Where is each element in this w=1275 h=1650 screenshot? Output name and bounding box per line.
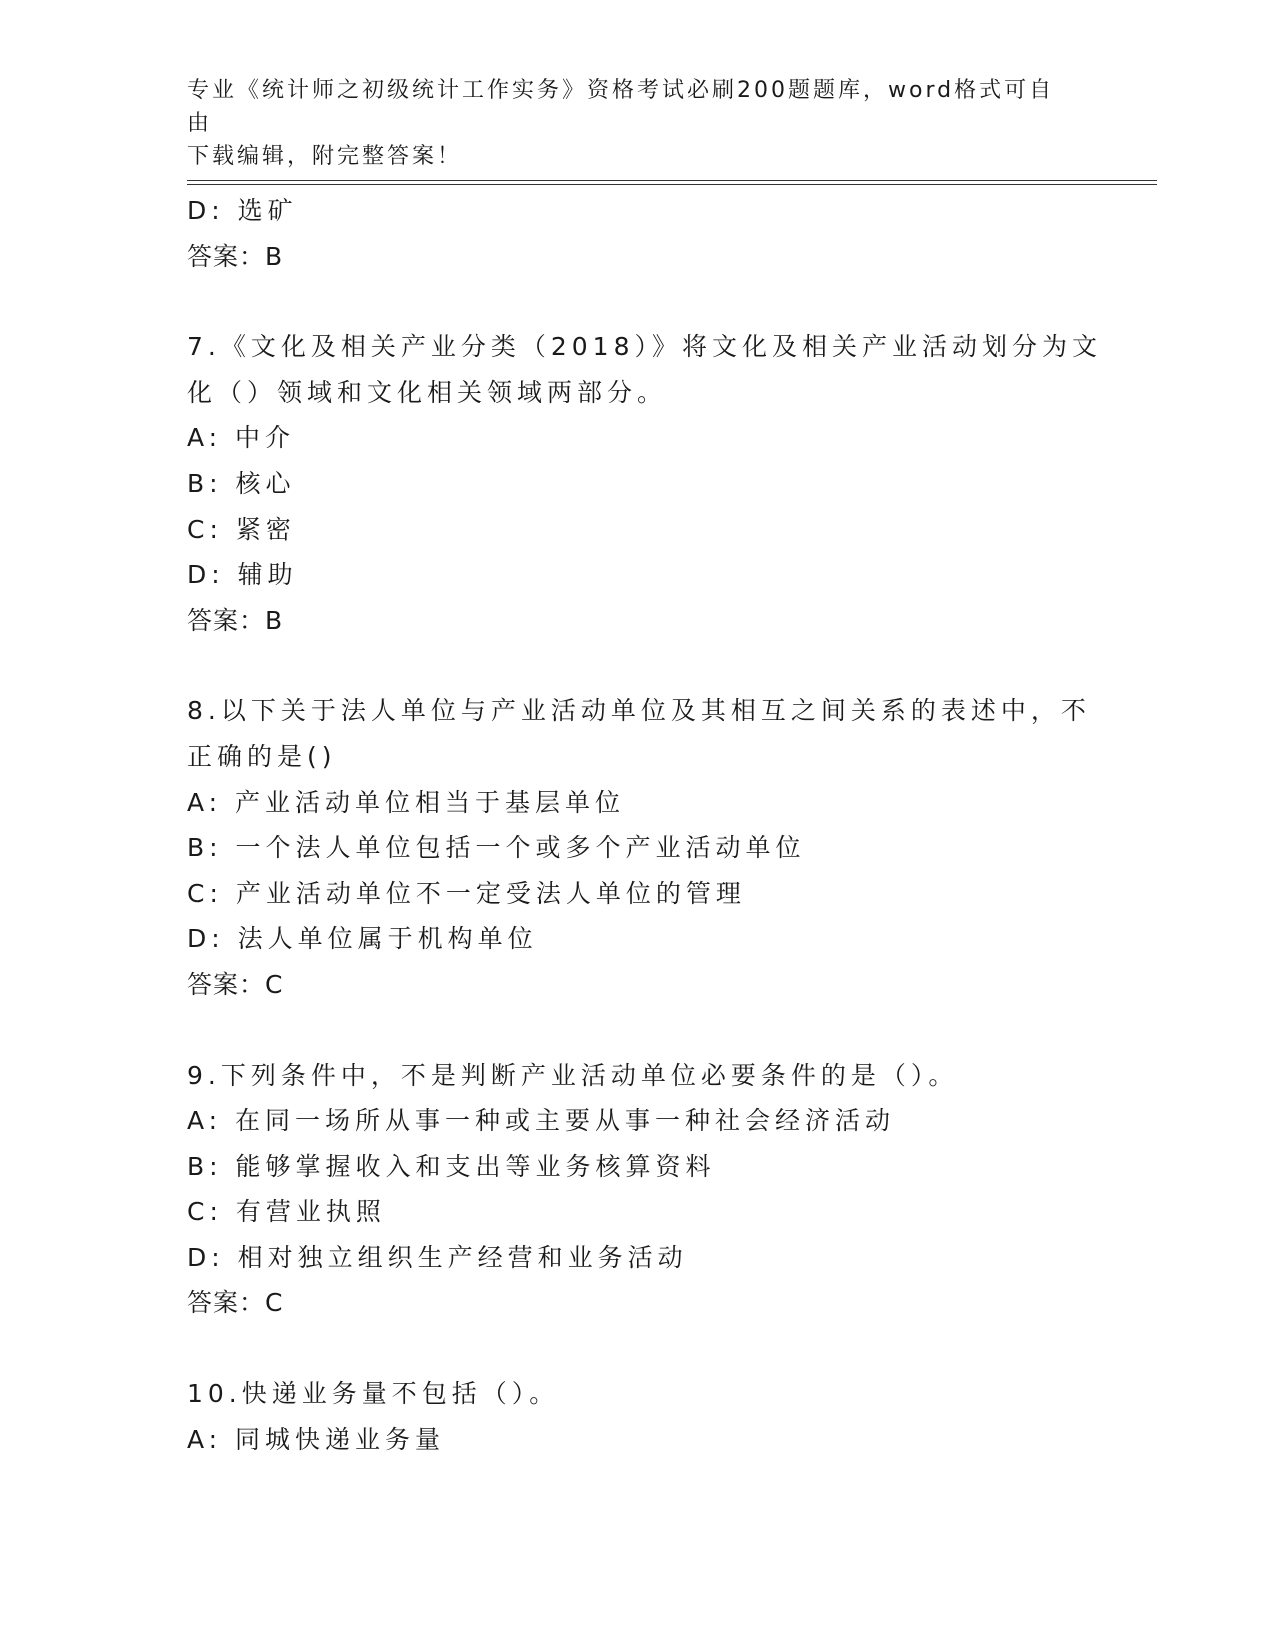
spacer [187,1326,1087,1371]
option-b: B: 核心 [187,468,296,498]
question-stem: 8.以下关于法人单位与产业活动单位及其相互之间关系的表述中，不 [187,696,1091,726]
option-b: B: 一个法人单位包括一个或多个产业活动单位 [187,833,806,863]
answer: 答案：C [187,1288,284,1318]
spacer [187,1008,1087,1053]
option-d: D: 选矿 [187,196,298,225]
question-8 [187,688,1091,1007]
option-d: D: 法人单位属于机构单位 [187,924,538,954]
question-9 [187,1053,1087,1327]
header-line-2: 下载编辑，附完整答案！ [187,144,463,169]
option-d: D: 相对独立组织生产经营和业务活动 [187,1242,688,1272]
document-header [187,74,1067,173]
question-stem: 7.《文化及相关产业分类（2018）》将文化及相关产业活动划分为文 [187,332,1102,362]
question-stem: 化（）领域和文化相关领域两部分。 [187,377,668,407]
question-stem: 正确的是() [187,741,337,771]
header-divider-bottom [187,184,1157,185]
question-stem: 9.下列条件中，不是判断产业活动单位必要条件的是（）。 [187,1060,959,1090]
option-a: A: 中介 [187,423,296,453]
answer: 答案：B [187,605,284,635]
question-6-tail [187,188,1087,279]
option-a: A: 同城快递业务量 [187,1424,446,1454]
option-a: A: 在同一场所从事一种或主要从事一种社会经济活动 [187,1106,896,1136]
header-divider-top [187,180,1157,181]
option-d: D: 辅助 [187,560,298,590]
header-line-1: 专业《统计师之初级统计工作实务》资格考试必刷200题题库，word格式可自由 [187,78,1055,136]
answer: 答案：C [187,969,284,999]
answer: 答案：B [187,241,284,271]
option-a: A: 产业活动单位相当于基层单位 [187,787,626,817]
spacer [187,643,1087,688]
question-stem: 10.快递业务量不包括（）。 [187,1379,560,1409]
spacer [187,279,1087,324]
option-c: C: 产业活动单位不一定受法人单位的管理 [187,878,746,908]
option-c: C: 有营业执照 [187,1197,386,1227]
question-7 [187,324,1102,643]
document-body [187,188,1102,1462]
option-b: B: 能够掌握收入和支出等业务核算资料 [187,1151,716,1181]
question-10 [187,1371,1087,1462]
option-c: C: 紧密 [187,514,296,544]
